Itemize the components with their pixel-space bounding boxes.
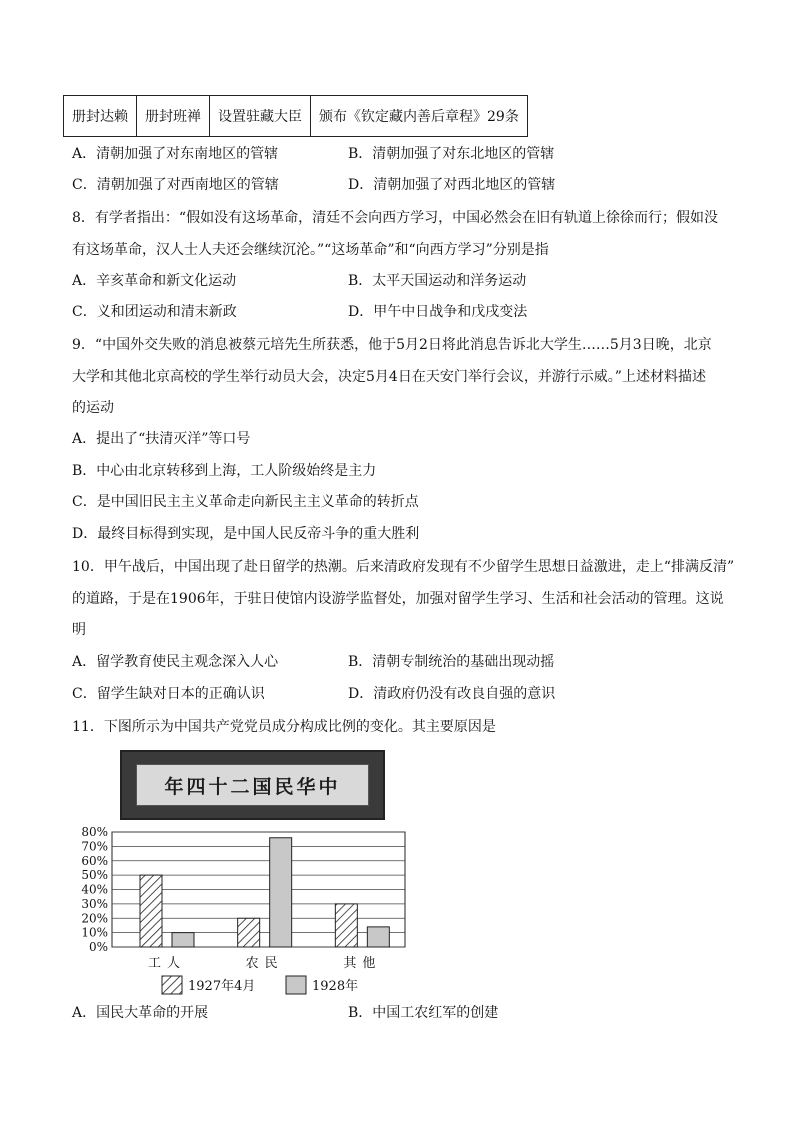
q10-option-b: B．清朝专制统治的基础出现动摇 [348,654,555,670]
x-tick-label: 工人 [147,956,187,971]
q11-option-b: B．中国工农红军的创建 [348,1005,499,1021]
q9-stem-line1: 9．“中国外交失败的消息被蔡元培先生所获悉，他于5月2日将此消息告诉北大学生……5月3日晚，北京 [72,337,712,353]
q10-stem-line1: 10．甲午战后，中国出现了赴日留学的热潮。后来清政府发现有不少留学生思想日益激进，走上“排满反清” [72,559,735,575]
q9-stem-line2: 大学和其他北京高校的学生举行动员大会，决定5月4日在天安门举行会议，并游行示威。”上述材料描述 [72,369,706,385]
q7-option-c: C．清朝加强了对西南地区的管辖 [72,177,279,193]
y-tick-label: 30% [81,896,108,911]
q9-option-c: C．是中国旧民主主义革命走向新民主主义革命的转折点 [72,494,419,510]
q9-option-a: A．提出了“扶清灭洋”等口号 [72,431,251,447]
q9-option-b: B．中心由北京转移到上海，工人阶级始终是主力 [72,463,377,479]
q11-stem-line1: 11．下图所示为中国共产党党员成分构成比例的变化。其主要原因是 [72,719,496,735]
policy-table [63,95,528,137]
table-cell: 册封班禅 [137,96,210,137]
bar-1927-0 [140,875,162,947]
q9-option-d: D．最终目标得到实现，是中国人民反帝斗争的重大胜利 [72,526,420,542]
q8-option-b: B．太平天国运动和洋务运动 [348,273,527,289]
x-tick-label: 其他 [343,956,382,971]
q10-option-d: D．清政府仍没有改良自强的意识 [348,686,556,702]
party-composition-chart [62,822,412,1002]
q10-option-c: C．留学生缺对日本的正确认识 [72,686,265,702]
y-tick-label: 10% [81,925,108,940]
q9-stem-line3: 的运动 [72,400,114,416]
q7-option-a: A．清朝加强了对东南地区的管辖 [72,146,279,162]
stamp-banner-image [120,750,385,820]
bar-1927-2 [335,904,357,947]
table-cell: 颁布《钦定藏内善后章程》29条 [311,96,528,137]
table-row [64,96,528,137]
bar-1928-2 [367,927,389,947]
q8-stem-line2: 有这场革命，汉人士人夫还会继续沉沦。”“这场革命”和“向西方学习”分别是指 [72,242,549,258]
bar-1928-1 [270,838,292,947]
q11-option-a: A．国民大革命的开展 [72,1005,209,1021]
bar-1928-0 [172,933,194,947]
bar-1927-1 [238,918,260,947]
q7-option-d: D．清朝加强了对西北地区的管辖 [348,177,556,193]
q8-stem-line1: 8．有学者指出：“假如没有这场革命，清廷不会向西方学习，中国必然会在旧有轨道上徐徐而行；假如没 [72,210,719,226]
legend-swatch [162,976,182,994]
q8-option-c: C．义和团运动和清末新政 [72,304,237,320]
x-tick-label: 农民 [245,956,284,971]
q10-stem-line3: 明 [72,622,86,638]
q10-option-a: A．留学教育使民主观念深入人心 [72,654,279,670]
y-tick-label: 60% [81,853,108,868]
table-cell: 设置驻藏大臣 [210,96,311,137]
legend-swatch [286,976,306,994]
y-tick-label: 40% [81,882,108,897]
q10-stem-line2: 的道路，于是在1906年，于驻日使馆内设游学监督处，加强对留学生学习、生活和社会活动的管理。这说 [72,591,724,607]
y-tick-label: 70% [81,839,108,854]
q8-option-d: D．甲午中日战争和戊戌变法 [348,304,528,320]
y-tick-label: 20% [81,911,108,926]
q7-option-b: B．清朝加强了对东北地区的管辖 [348,146,555,162]
stamp-banner-text: 年四十二国民华中 [136,764,369,806]
y-tick-label: 80% [81,825,108,839]
q8-option-a: A．辛亥革命和新文化运动 [72,273,237,289]
legend-label: 1928年 [312,979,359,994]
table-cell: 册封达赖 [64,96,137,137]
legend-label: 1927年4月 [188,979,256,994]
y-tick-label: 50% [81,868,108,883]
y-tick-label: 0% [88,940,108,954]
